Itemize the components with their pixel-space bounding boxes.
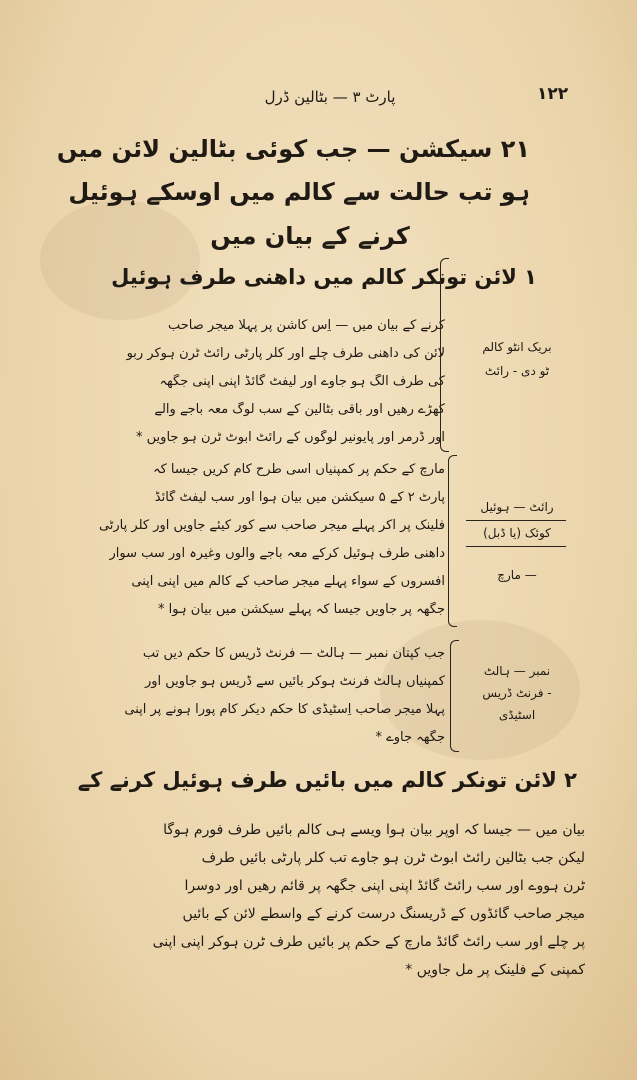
subsection-2-line: لیکن جب بٹالین رائٹ ابوٹ ٹرن ہو جاوے تب کلر پارٹی بائیں طرف bbox=[201, 850, 585, 866]
subsection-2-line: بیان میں — جیسا کہ اوپر بیان ہوا ویسے ہی کالم بائیں طرف فورم ہوگا bbox=[163, 822, 585, 838]
paper-stain bbox=[40, 200, 200, 320]
subsection-1-line: اور ڈرمر اور پایونیر لوگوں کے رائٹ ابوٹ ٹرن ہو جاویں * bbox=[136, 430, 445, 445]
section-heading-line-1: ۲۱ سیکشن — جب کوئی بٹالین لائن میں bbox=[56, 135, 530, 163]
margin-note-3c: اسٹیڈی bbox=[498, 708, 536, 722]
subsection-2-title: ۲ لائن تونکر کالم میں بائیں طرف ہوئیل کرنے کے bbox=[77, 768, 577, 792]
section-heading-line-3: کرنے کے بیان میں bbox=[210, 222, 410, 250]
margin-note-1b: ٹو دی - رائٹ bbox=[484, 364, 550, 378]
block-2-line: فلینک پر آکر پہلے میجر صاحب سے کور کیئے جاویں اور کلر پارٹی bbox=[98, 518, 445, 533]
margin-note-3b: - فرنٹ ڈریس bbox=[482, 686, 552, 700]
margin-note-2c: — مارچ bbox=[497, 568, 537, 582]
running-header: پارٹ ۳ — بٹالین ڈرل bbox=[264, 88, 396, 106]
margin-note-1a: بریک انٹو کالم bbox=[482, 340, 552, 354]
margin-note-2a: رائٹ — ہوئیل bbox=[480, 500, 554, 514]
subsection-2-line: میجر صاحب گائڈوں کے ڈریسنگ درست کرنے کے واسطے لائن کے بائیں bbox=[182, 906, 585, 922]
section-heading-line-2: ہو تب حالت سے کالم میں اوسکے ہوئیل bbox=[68, 178, 530, 206]
bracket bbox=[450, 640, 459, 752]
divider bbox=[466, 546, 566, 547]
bracket bbox=[448, 455, 457, 627]
subsection-1-line: کھڑے رھیں اور باقی بٹالین کے سب لوگ معہ باجے والے bbox=[154, 402, 445, 417]
subsection-2-line: کمپنی کے فلینک پر مل جاویں * bbox=[405, 962, 585, 978]
page-number: ۱۲۲ bbox=[537, 84, 569, 104]
subsection-1-line: لائن کی داھنی طرف چلے اور کلر پارٹی رائٹ ٹرن ہوکر ربو bbox=[126, 346, 445, 361]
block-3-line: جگھہ جاوے * bbox=[375, 730, 445, 745]
block-3-line: کمپنیاں ہالٹ فرنٹ ہوکر بائیں سے ڈریس ہو جاویں اور bbox=[144, 674, 445, 689]
margin-note-3a: نمبر — ہالٹ bbox=[483, 664, 551, 678]
block-2-line: جگھہ پر جاویں جیسا کہ پہلے سیکشن میں بیان ہوا * bbox=[158, 602, 445, 617]
block-2-line: مارچ کے حکم پر کمپنیاں اُسی طرح کام کریں جیسا کہ bbox=[152, 462, 445, 477]
subsection-1-line: کی طرف الگ ہو جاوے اور لیفٹ گائڈ اپنی اپنی جگھہ bbox=[159, 374, 445, 389]
block-2-line: پارٹ ۲ کے ۵ سیکشن میں بیان ہوا اور سب لیفٹ گائڈ bbox=[154, 490, 445, 505]
subsection-2-line: پر چلے اور سب رائٹ گائڈ مارچ کے حکم پر بائیں طرف ٹرن ہوکر اپنی اپنی bbox=[152, 934, 585, 950]
subsection-1-line: کرنے کے بیان میں — اِس کاشن پر پہلا میجر صاحب bbox=[167, 318, 445, 333]
divider bbox=[466, 520, 566, 521]
subsection-1-title: ۱ لائن تونکر کالم میں داھنی طرف ہوئیل bbox=[111, 265, 537, 289]
block-3-line: پہلا میجر صاحب اِسٹیڈی کا حکم دیکر کام پورا ہونے پر اپنی bbox=[124, 702, 445, 717]
block-3-line: جب کپتان نمبر — ہالٹ — فرنٹ ڈریس کا حکم دیں تب bbox=[142, 646, 445, 661]
margin-note-2b: کوئک (یا ڈبل) bbox=[483, 526, 551, 540]
subsection-2-line: ٹرن ہووے اور سب رائٹ گائڈ اپنی اپنی جگھہ پر قائم رھیں اور دوسرا bbox=[184, 878, 585, 894]
block-2-line: داھنی طرف ہوئیل کرکے معہ باجے والوں وغیرہ اور سب سوار bbox=[109, 546, 445, 561]
block-2-line: افسروں کے سواء پہلے میجر صاحب کے کالم میں اپنی اپنی bbox=[131, 574, 445, 589]
bracket bbox=[440, 258, 449, 452]
